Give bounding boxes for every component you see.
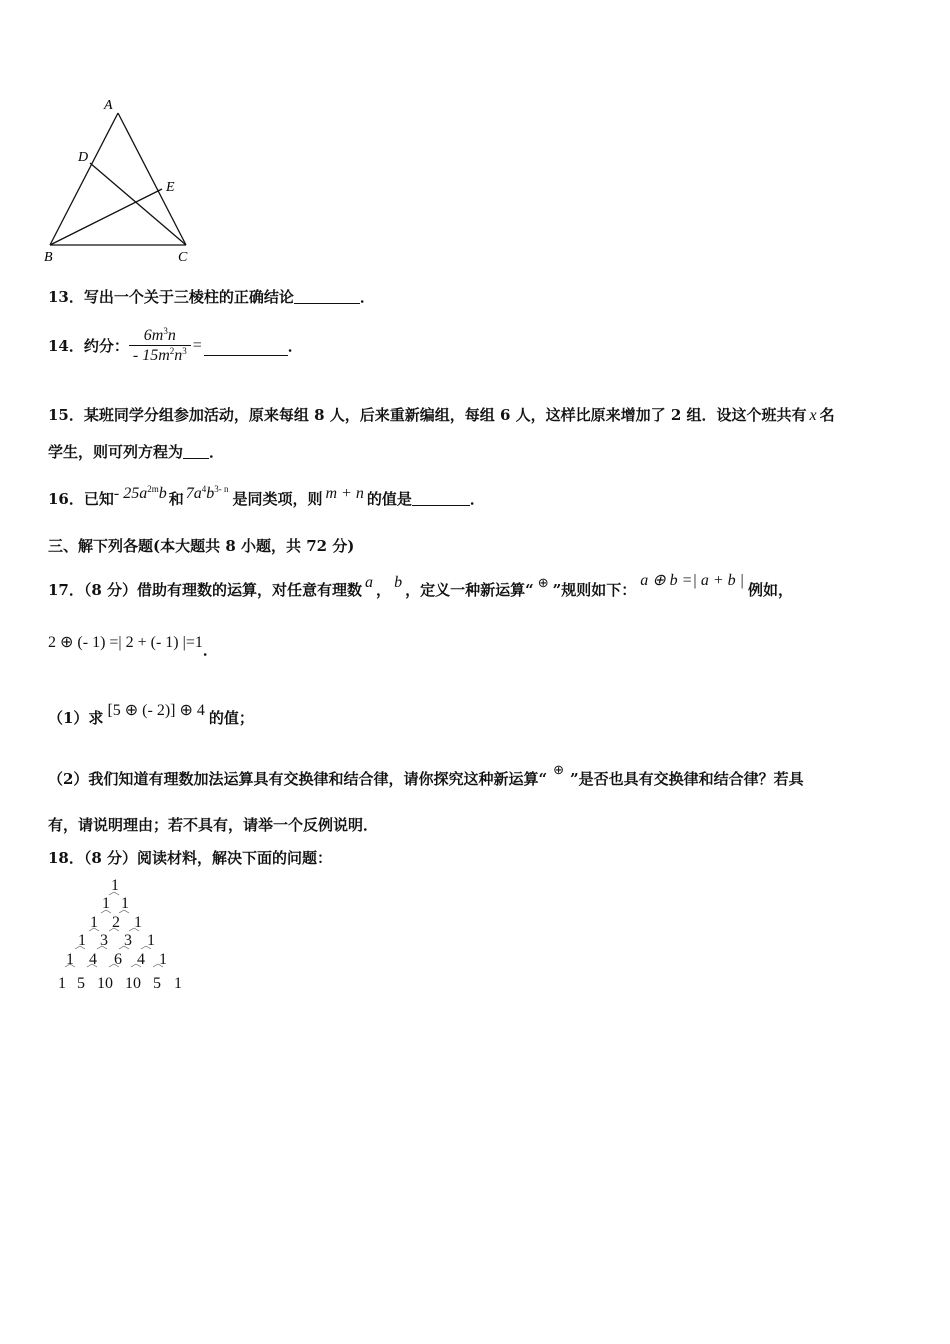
pascal-cell: 1	[66, 951, 74, 968]
pascal-cell: 10	[125, 975, 141, 992]
q15-line1: 15．某班同学分组参加活动，原来每组 8 人，后来重新编组，每组 6 人，这样比原来增加了 2 组．设这个班共有	[48, 406, 807, 424]
q14-den-mid: n	[174, 347, 183, 364]
q17-op: ⊕	[537, 575, 549, 590]
question-15-line1	[48, 404, 835, 425]
q16-mid: 是同类项，则	[232, 490, 323, 508]
q14-den: - 15m	[132, 347, 170, 364]
pascal-cell: 1	[58, 975, 66, 992]
q17-var-b: b	[394, 574, 403, 591]
section-3-heading	[48, 535, 354, 556]
q17-sub2-line2	[48, 814, 378, 835]
q15-line2: 学生，则可列方程为	[48, 443, 184, 461]
q15-line1-end: 名	[819, 406, 835, 424]
q14-blank[interactable]	[204, 341, 288, 356]
question-15-line2	[48, 441, 224, 462]
q17-sub2	[48, 762, 804, 789]
q17-part4: 例如，	[748, 581, 794, 599]
q15-blank[interactable]	[183, 444, 209, 459]
q16-term2-exp1: 4	[201, 484, 207, 494]
label-e: E	[166, 180, 175, 195]
q17-sub2-op: ⊕	[553, 762, 564, 777]
q17-sub1-label: （1）求	[48, 709, 104, 727]
q14-num-tail: n	[167, 327, 176, 344]
pascal-cell: 6	[114, 951, 122, 968]
label-c: C	[178, 250, 188, 265]
q13-blank[interactable]	[294, 289, 360, 304]
pascal-cell: 3	[124, 932, 132, 949]
q16-term2-exp2: 3- n	[214, 484, 229, 494]
q17-rule: a ⊕ b =| a + b |	[640, 572, 745, 589]
pascal-cell: 1	[102, 895, 110, 912]
q15-end: ．	[209, 443, 225, 461]
q16-expr: m + n	[325, 485, 364, 502]
pascal-cell: 1	[134, 914, 142, 931]
label-a: A	[104, 98, 113, 113]
pascal-cell: 1	[78, 932, 86, 949]
q16-prefix: 16．已知	[48, 490, 114, 508]
question-16	[48, 484, 485, 509]
pascal-cell: 1	[90, 914, 98, 931]
q16-and: 和	[168, 490, 184, 508]
triangle-figure	[40, 95, 200, 265]
q17-example: 2 ⊕ (- 1) =| 2 + (- 1) |=1	[48, 634, 203, 651]
q16-tail: 的值是	[366, 490, 412, 508]
q14-den-exp2: 3	[182, 346, 187, 356]
pascal-triangle	[44, 872, 204, 997]
q14-den-exp1: 2	[169, 346, 175, 356]
q16-term1-exp: 2m	[147, 484, 159, 494]
q16-term1-b: b	[158, 485, 167, 502]
pascal-cell: 3	[100, 932, 108, 949]
q17-example-end: ．	[202, 641, 218, 659]
pascal-cell: 10	[97, 975, 113, 992]
label-d: D	[78, 150, 89, 165]
pascal-cell: 1	[174, 975, 182, 992]
pascal-cell: 4	[137, 951, 145, 968]
pascal-cell: 4	[89, 951, 97, 968]
q15-var: x	[809, 407, 817, 424]
q16-blank[interactable]	[412, 491, 470, 506]
q14-prefix: 14．约分：	[48, 337, 129, 355]
q17-sub2-part2: ”是否也具有交换律和结合律？若具	[569, 770, 804, 788]
question-17	[48, 570, 793, 600]
pascal-cell: 2	[112, 914, 120, 931]
q14-end: ．	[287, 337, 303, 355]
q17-part1: 17．（8 分）借助有理数的运算，对任意有理数	[48, 581, 363, 599]
pascal-cell: 5	[153, 975, 161, 992]
pascal-cell: 1	[111, 877, 119, 894]
q16-term2: 7a	[185, 485, 202, 502]
q17-example-line	[48, 632, 218, 660]
q13-text: 13．写出一个关于三棱柱的正确结论	[48, 288, 294, 306]
q17-comma: ，	[376, 581, 392, 599]
q17-sub2-part3: 有，请说明理由；若不具有，请举一个反例说明．	[48, 816, 379, 834]
q17-sub1	[48, 700, 254, 728]
question-13	[48, 286, 375, 307]
q17-part3: ”规则如下：	[552, 581, 637, 599]
q17-sub2-part1: （2）我们知道有理数加法运算具有交换律和结合律，请你探究这种新运算“	[48, 770, 548, 788]
label-b: B	[44, 250, 53, 265]
pascal-cell: 1	[147, 932, 155, 949]
question-14	[48, 326, 303, 365]
pascal-cell: 1	[159, 951, 167, 968]
q17-sub1-expr: [5 ⊕ (- 2)] ⊕ 4	[107, 702, 205, 719]
q14-num: 6m	[143, 327, 164, 344]
q16-end: ．	[469, 490, 485, 508]
q14-equals: =	[192, 336, 202, 354]
section-3-text: 三、解下列各题(本大题共 8 小题，共 72 分)	[48, 537, 355, 555]
q17-part2: ，定义一种新运算“	[405, 581, 534, 599]
q14-fraction	[129, 326, 191, 365]
q16-term2-b: b	[206, 485, 215, 502]
pascal-cell: 5	[77, 975, 85, 992]
pascal-cell: 1	[121, 895, 129, 912]
q17-sub1-tail: 的值；	[208, 709, 254, 727]
q14-num-exp: 3	[163, 326, 168, 336]
q13-end: ．	[359, 288, 375, 306]
q16-term1: - 25a	[113, 485, 148, 502]
q18-text: 18．（8 分）阅读材料，解决下面的问题：	[48, 849, 333, 867]
question-18	[48, 847, 332, 868]
q17-var-a: a	[365, 574, 374, 591]
